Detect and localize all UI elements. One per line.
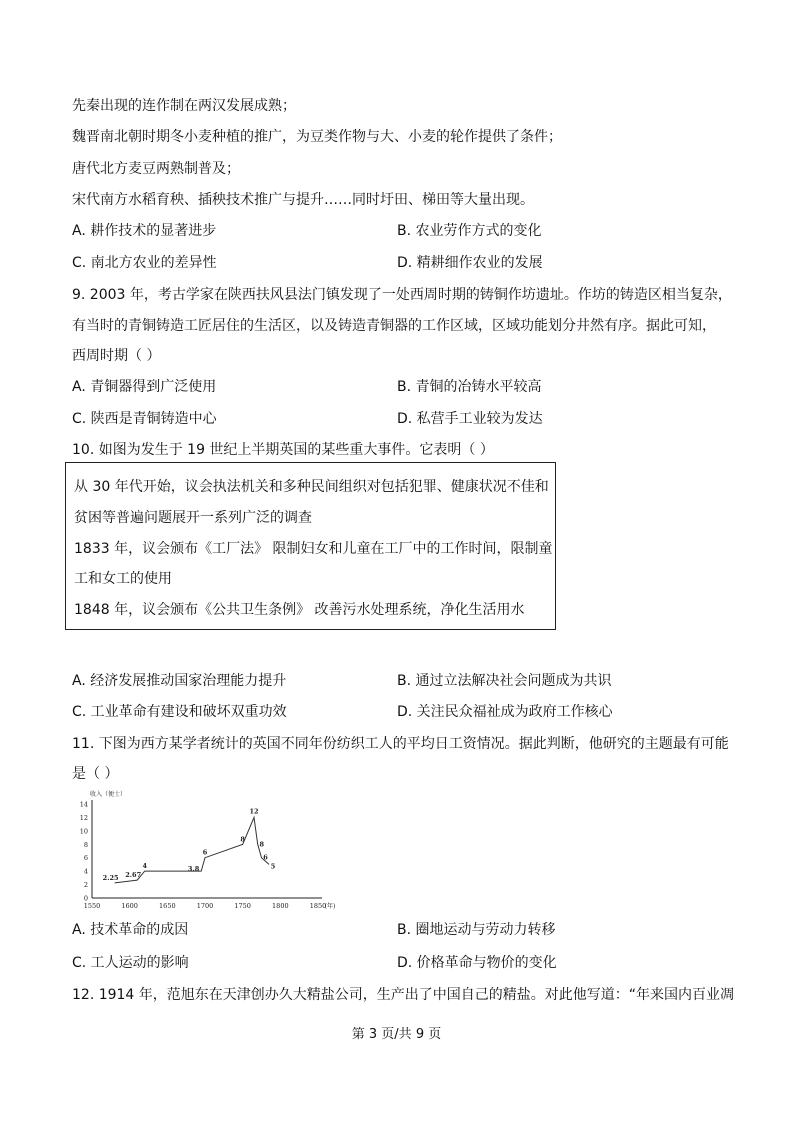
q12-stem: 12. 1914 年，范旭东在天津创办久大精盐公司，生产出了中国自己的精盐。对此他写道：“年来国内百业凋 [72,987,735,1003]
text-line-4: 宋代南方水稻育秧、插秧技术推广与提升……同时圩田、梯田等大量出现。 [72,192,534,208]
x-axis-label: (年) [324,903,336,910]
q9-stem-line-3: 西周时期（ ） [72,348,161,364]
q9-stem-line-2: 有当时的青铜铸造工匠居住的生活区，以及铸造青铜器的工作区域，区域功能划分井然有序。据此可知， [72,318,716,334]
q9-option-c[interactable]: C. 陕西是青铜铸造中心 [72,411,217,427]
q8-option-d[interactable]: D. 精耕细作农业的发展 [397,255,543,271]
q10-stem: 10. 如图为发生于 19 世纪上半期英国的某些重大事件。它表明（ ） [72,442,494,458]
y-tick-label: 6 [83,854,88,863]
q9-stem-line-1: 9. 2003 年，考古学家在陕西扶风县法门镇发现了一处西周时期的铸铜作坊遗址。作坊的铸造区相当复杂， [72,287,732,303]
q8-option-b[interactable]: B. 农业劳作方式的变化 [397,223,542,239]
q11-option-b[interactable]: B. 圈地运动与劳动力转移 [397,922,556,938]
q10-option-c[interactable]: C. 工业革命有建设和破坏双重功效 [72,704,287,720]
text-line-3: 唐代北方麦豆两熟制普及； [72,161,240,177]
y-tick-label: 0 [83,894,88,903]
q11-option-a[interactable]: A. 技术革命的成因 [72,922,189,938]
q11-option-d[interactable]: D. 价格革命与物价的变化 [397,955,557,971]
q10-option-a[interactable]: A. 经济发展推动国家治理能力提升 [72,673,287,689]
y-tick-label: 12 [79,813,88,822]
y-tick-label: 14 [79,800,88,809]
wage-line-chart [68,786,348,914]
text-line-1: 先秦出现的连作制在两汉发展成熟； [72,98,296,114]
q9-option-a[interactable]: A. 青铜器得到广泛使用 [72,379,217,395]
q10-box-line-4: 工和女工的使用 [74,571,172,587]
x-tick-label: 1550 [83,902,101,910]
data-label: 3.8 [187,865,200,874]
y-tick-label: 8 [83,840,88,849]
q11-option-c[interactable]: C. 工人运动的影响 [72,955,189,971]
q10-box-line-2: 贫困等普遍问题展开一系列广泛的调查 [74,510,312,526]
data-label: 6 [202,848,208,857]
y-tick-label: 10 [79,827,88,836]
chart-axes [80,790,336,910]
y-tick-label: 2 [83,881,88,890]
text-line-2: 魏晋南北朝时期冬小麦种植的推广，为豆类作物与大、小麦的轮作提供了条件； [72,129,562,145]
q9-option-d[interactable]: D. 私营手工业较为发达 [397,411,543,427]
chart-marks [103,807,276,882]
data-label: 4 [142,862,147,871]
x-tick-label: 1850 [309,902,327,910]
x-tick-label: 1800 [272,902,289,910]
q9-option-b[interactable]: B. 青铜的冶铸水平较高 [397,379,542,395]
data-label: 8 [240,835,245,844]
x-tick-label: 1750 [234,902,251,910]
q8-option-a[interactable]: A. 耕作技术的显著进步 [72,223,217,239]
q10-box-line-1: 从 30 年代开始，议会执法机关和多种民间组织对包括犯罪、健康状况不佳和 [74,479,549,495]
q8-option-c[interactable]: C. 南北方农业的差异性 [72,255,217,271]
data-label: 2.67 [125,871,142,880]
data-label: 5 [270,862,276,871]
x-tick-label: 1650 [159,902,176,910]
page-footer: 第 3 页/共 9 页 [351,1027,442,1042]
x-tick-label: 1600 [121,902,138,910]
q10-option-d[interactable]: D. 关注民众福祉成为政府工作核心 [397,704,613,720]
q10-box-line-5: 1848 年，议会颁布《公共卫生条例》 改善污水处理系统，净化生活用水 [74,602,525,618]
data-label: 6 [263,853,268,862]
q10-event-box [65,462,556,630]
q10-box-line-3: 1833 年，议会颁布《工厂法》 限制妇女和儿童在工厂中的工作时间，限制童 [74,541,553,557]
data-label: 8 [259,840,264,849]
data-label: 12 [249,807,259,816]
q11-stem-line-2: 是（ ） [72,766,119,782]
y-axis-label: 收入（便士） [90,791,127,798]
q10-option-b[interactable]: B. 通过立法解决社会问题成为共识 [397,673,612,689]
q11-stem-line-1: 11. 下图为西方某学者统计的英国不同年份纺织工人的平均日工资情况。据此判断，他研究的主题最有可能 [72,736,729,752]
x-tick-label: 1700 [196,902,214,910]
data-label: 2.25 [102,873,119,882]
y-tick-label: 4 [83,867,88,876]
